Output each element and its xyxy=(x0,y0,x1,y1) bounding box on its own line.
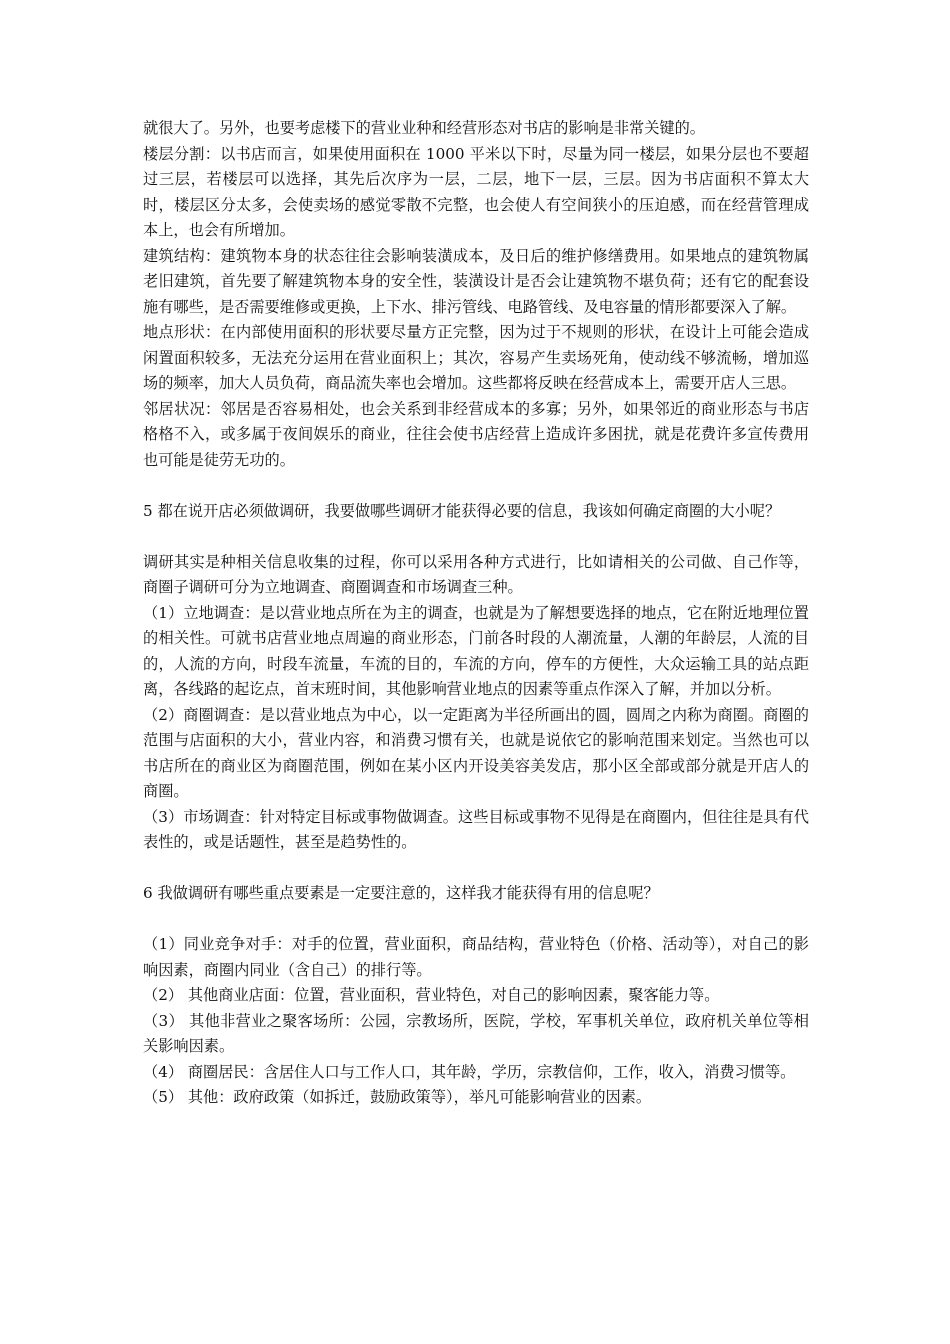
paragraph-gap xyxy=(143,473,809,499)
document-page xyxy=(143,116,809,1111)
paragraph-site-shape: 地点形状：在内部使用面积的形状要尽量方正完整，因为过于不规则的形状，在设计上可能会造成闲置面积较多，无法充分运用在营业面积上；其次，容易产生卖场死角，使动线不够流畅，增加巡场的频率，加大人员负荷，商品流失率也会增加。这些都将反映在经营成本上，需要开店人三思。 xyxy=(143,323,809,392)
paragraph-gap xyxy=(143,907,809,933)
list-item-residents: （4） 商圈居民：含居住人口与工作人口，其年龄，学历，宗教信仰，工作，收入，消费习惯等。 xyxy=(143,1062,796,1081)
paragraph-intro-continuation: 就很大了。另外，也要考虑楼下的营业业种和经营形态对书店的影响是非常关键的。 xyxy=(143,119,705,137)
list-item-competitors: （1）同业竞争对手：对手的位置，营业面积，商品结构，营业特色（价格、活动等），对自己的影响因素，商圈内同业（含自己）的排行等。 xyxy=(143,935,809,979)
paragraph-gap xyxy=(143,524,809,550)
paragraph-gap xyxy=(143,856,809,882)
paragraph-floor-division: 楼层分割：以书店而言，如果使用面积在 1000 平米以下时，尽量为同一楼层，如果分层也不要超过三层，若楼层可以选择，其先后次序为一层，二层，地下一层，三层。因为书店面积不算太大时，楼层区分太多，会使卖场的感觉零散不完整，也会使人有空间狭小的压迫感，而在经营管理成本上，也会有所增加。 xyxy=(143,144,809,239)
paragraph-research-intro: 调研其实是种相关信息收集的过程，你可以采用各种方式进行，比如请相关的公司做、自己作等，商圈子调研可分为立地调查、商圈调查和市场调查三种。 xyxy=(143,552,809,596)
list-item-other-shops: （2） 其他商业店面：位置，营业面积，营业特色，对自己的影响因素，聚客能力等。 xyxy=(143,986,720,1004)
paragraph-building-structure: 建筑结构：建筑物本身的状态往往会影响装潢成本，及日后的维护修缮费用。如果地点的建筑物属老旧建筑，首先要了解建筑物本身的安全性，装潢设计是否会让建筑物不堪负荷；还有它的配套设施有哪些，是否需要维修或更换，上下水、排污管线、电路管线、及电容量的情形都要深入了解。 xyxy=(143,246,809,316)
paragraph-trade-area-survey: （2）商圈调查：是以营业地点为中心，以一定距离为半径所画出的圆，圆周之内称为商圈。商圈的范围与店面积的大小，营业内容，和消费习惯有关，也就是说依它的影响范围来划定。当然也可以书店所在的商业区为商圈范围，例如在某小区内开设美容美发店，那小区全部或部分就是开店人的商圈。 xyxy=(143,705,809,800)
paragraph-neighbors: 邻居状况：邻居是否容易相处，也会关系到非经营成本的多寡；另外，如果邻近的商业形态与书店格格不入，或多属于夜间娱乐的商业，往往会使书店经营上造成许多困扰，就是花费许多宣传费用也可能是徒劳无功的。 xyxy=(143,399,809,469)
paragraph-market-survey: （3）市场调查：针对特定目标或事物做调查。这些目标或事物不见得是在商圈内，但往往是具有代表性的，或是话题性，甚至是趋势性的。 xyxy=(143,807,809,851)
paragraph-site-survey: （1）立地调查：是以营业地点所在为主的调查，也就是为了解想要选择的地点，它在附近地理位置的相关性。可就书店营业地点周遍的商业形态，门前各时段的人潮流量，人潮的年龄层，人流的目的，人流的方向，时段车流量，车流的目的，车流的方向，停车的方便性，大众运输工具的站点距离，各线路的起讫点，首末班时间，其他影响营业地点的因素等重点作深入了解，并加以分析。 xyxy=(143,603,809,698)
question-6-heading: 6 我做调研有哪些重点要素是一定要注意的，这样我才能获得有用的信息呢？ xyxy=(143,884,659,902)
list-item-gathering-places: （3） 其他非营业之聚客场所：公园，宗教场所，医院，学校，军事机关单位，政府机关单位等相关影响因素。 xyxy=(143,1011,809,1055)
question-5-heading: 5 都在说开店必须做调研，我要做哪些调研才能获得必要的信息，我该如何确定商圈的大小呢？ xyxy=(143,501,781,520)
list-item-other-factors: （5） 其他：政府政策（如拆迁，鼓励政策等），举凡可能影响营业的因素。 xyxy=(143,1088,652,1106)
